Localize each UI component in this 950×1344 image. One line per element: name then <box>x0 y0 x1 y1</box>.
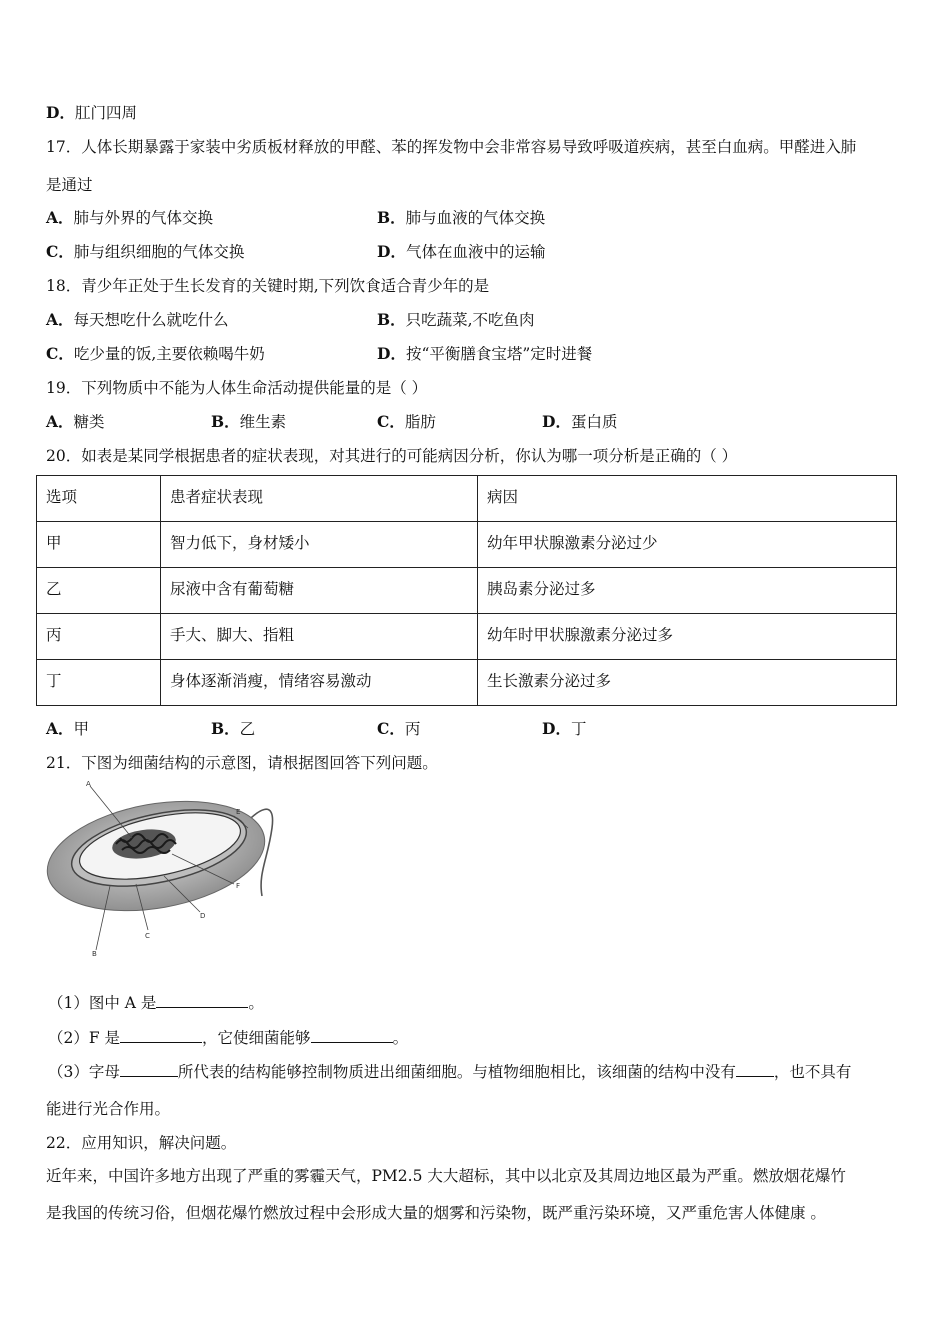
q19-option-b <box>211 412 286 432</box>
option-label: D． <box>377 242 406 261</box>
option-label: A． <box>46 412 74 431</box>
symptom-table <box>36 475 897 706</box>
q18-option-d <box>377 344 592 364</box>
table-cell: 生长激素分泌过多 <box>478 660 897 706</box>
q17-option-c <box>46 242 244 262</box>
option-label: D． <box>542 719 571 738</box>
table-header-cell: 病因 <box>478 476 897 522</box>
table-cell: 甲 <box>37 522 161 568</box>
q17-option-a <box>46 208 213 228</box>
option-label: C． <box>377 412 405 431</box>
table-row <box>37 660 897 706</box>
q20-option-a <box>46 719 89 739</box>
option-label: C． <box>46 242 74 261</box>
option-text: 脂肪 <box>404 413 436 431</box>
q19-stem: 19．下列物质中不能为人体生命活动提供能量的是（ ） <box>46 379 428 397</box>
table-cell: 幼年甲状腺激素分泌过少 <box>478 522 897 568</box>
table-row <box>37 522 897 568</box>
option-text: 只吃蔬菜,不吃鱼肉 <box>405 311 535 329</box>
option-text: 吃少量的饭,主要依赖喝牛奶 <box>73 345 265 363</box>
option-text: 气体在血液中的运输 <box>405 243 546 261</box>
q20-option-c <box>377 719 420 739</box>
q19-option-d <box>542 412 617 432</box>
q21-sub2 <box>48 1028 408 1048</box>
q21-sub1 <box>48 993 264 1013</box>
option-text: 肛门四周 <box>74 104 137 122</box>
q18-option-c <box>46 344 265 364</box>
option-label: A． <box>46 719 74 738</box>
table-cell: 胰岛素分泌过多 <box>478 568 897 614</box>
answer-blank[interactable] <box>156 993 248 1008</box>
answer-blank[interactable] <box>736 1062 774 1077</box>
q21-stem: 21．下图为细菌结构的示意图，请根据图回答下列问题。 <box>46 754 438 772</box>
option-label: D． <box>377 344 406 363</box>
answer-blank[interactable] <box>311 1028 393 1043</box>
option-text: 肺与外界的气体交换 <box>73 209 214 227</box>
table-cell: 丙 <box>37 614 161 660</box>
option-label: B． <box>377 208 406 227</box>
figure-label-d: D <box>200 912 206 920</box>
option-text: 丙 <box>404 720 421 738</box>
sub3-text2: 所代表的结构能够控制物质进出细菌细胞。与植物细胞相比，该细菌的结构中没有 <box>177 1063 736 1081</box>
sub2-text2: ，它使细菌能够 <box>202 1029 311 1047</box>
q22-paragraph-line2: 是我国的传统习俗，但烟花爆竹燃放过程中会形成大量的烟雾和污染物，既严重污染环境，又严重危害人体健康 。 <box>46 1204 826 1222</box>
option-label: D． <box>46 103 75 122</box>
option-label: B． <box>211 719 240 738</box>
figure-label-f: F <box>236 882 241 890</box>
option-text: 丁 <box>570 720 587 738</box>
option-label: C． <box>46 344 74 363</box>
option-text: 甲 <box>73 720 90 738</box>
option-text: 肺与血液的气体交换 <box>405 209 546 227</box>
sub3-text: （3）字母 <box>48 1063 120 1081</box>
q21-sub3-line2: 能进行光合作用。 <box>46 1100 171 1118</box>
option-label: B． <box>211 412 240 431</box>
q18-stem: 18．青少年正处于生长发育的关键时期,下列饮食适合青少年的是 <box>46 277 490 295</box>
option-label: A． <box>46 208 74 227</box>
option-text: 乙 <box>239 720 256 738</box>
option-label: D． <box>542 412 571 431</box>
table-cell: 身体逐渐消瘦，情绪容易激动 <box>161 660 478 706</box>
option-text: 糖类 <box>73 413 105 431</box>
option-text: 蛋白质 <box>570 413 618 431</box>
q19-option-a <box>46 412 105 432</box>
option-label: B． <box>377 310 406 329</box>
option-text: 肺与组织细胞的气体交换 <box>73 243 245 261</box>
sub1-text: （1）图中 A 是 <box>48 994 157 1012</box>
option-text: 每天想吃什么就吃什么 <box>73 311 229 329</box>
q22-paragraph-line1: 近年来，中国许多地方出现了严重的雾霾天气，PM2.5 大大超标，其中以北京及其周边地区最为严重。燃放烟花爆竹 <box>46 1167 846 1185</box>
table-cell: 乙 <box>37 568 161 614</box>
option-text: 按“平衡膳食宝塔”定时进餐 <box>405 345 593 363</box>
option-label: A． <box>46 310 74 329</box>
table-cell: 幼年时甲状腺激素分泌过多 <box>478 614 897 660</box>
sub2-end: 。 <box>392 1029 409 1047</box>
table-header-row <box>37 476 897 522</box>
option-label: C． <box>377 719 405 738</box>
sub3-text3: ，也不具有 <box>773 1063 852 1081</box>
q20-stem: 20．如表是某同学根据患者的症状表现，对其进行的可能病因分析，你认为哪一项分析是正确的（ ） <box>46 447 738 465</box>
q17-stem-line1: 17．人体长期暴露于家装中劣质板材释放的甲醛、苯的挥发物中会非常容易导致呼吸道疾病，甚至白血病。甲醛进入肺 <box>46 138 857 156</box>
q18-option-a <box>46 310 229 330</box>
q22-stem: 22．应用知识，解决问题。 <box>46 1134 237 1152</box>
option-text: 维生素 <box>239 413 287 431</box>
q21-sub3 <box>48 1062 851 1082</box>
table-cell: 手大、脚大、指粗 <box>161 614 478 660</box>
q20-option-b <box>211 719 255 739</box>
q19-option-c <box>377 412 436 432</box>
table-header-cell: 选项 <box>37 476 161 522</box>
table-cell: 丁 <box>37 660 161 706</box>
table-header-cell: 患者症状表现 <box>161 476 478 522</box>
q16-option-d <box>46 103 137 123</box>
figure-label-b: B <box>92 950 97 958</box>
q17-stem-line2: 是通过 <box>46 176 93 194</box>
figure-label-a: A <box>86 780 91 788</box>
q17-option-b <box>377 208 545 228</box>
q20-option-d <box>542 719 586 739</box>
figure-label-e: E <box>236 808 241 816</box>
bacteria-diagram <box>44 778 280 958</box>
answer-blank[interactable] <box>120 1062 178 1077</box>
sub2-text: （2）F 是 <box>48 1029 121 1047</box>
q18-option-b <box>377 310 535 330</box>
sub1-end: 。 <box>248 994 264 1012</box>
table-row <box>37 614 897 660</box>
table-cell: 智力低下，身材矮小 <box>161 522 478 568</box>
table-row <box>37 568 897 614</box>
answer-blank[interactable] <box>120 1028 202 1043</box>
table-cell: 尿液中含有葡萄糖 <box>161 568 478 614</box>
q17-option-d <box>377 242 545 262</box>
figure-label-c: C <box>145 932 150 940</box>
